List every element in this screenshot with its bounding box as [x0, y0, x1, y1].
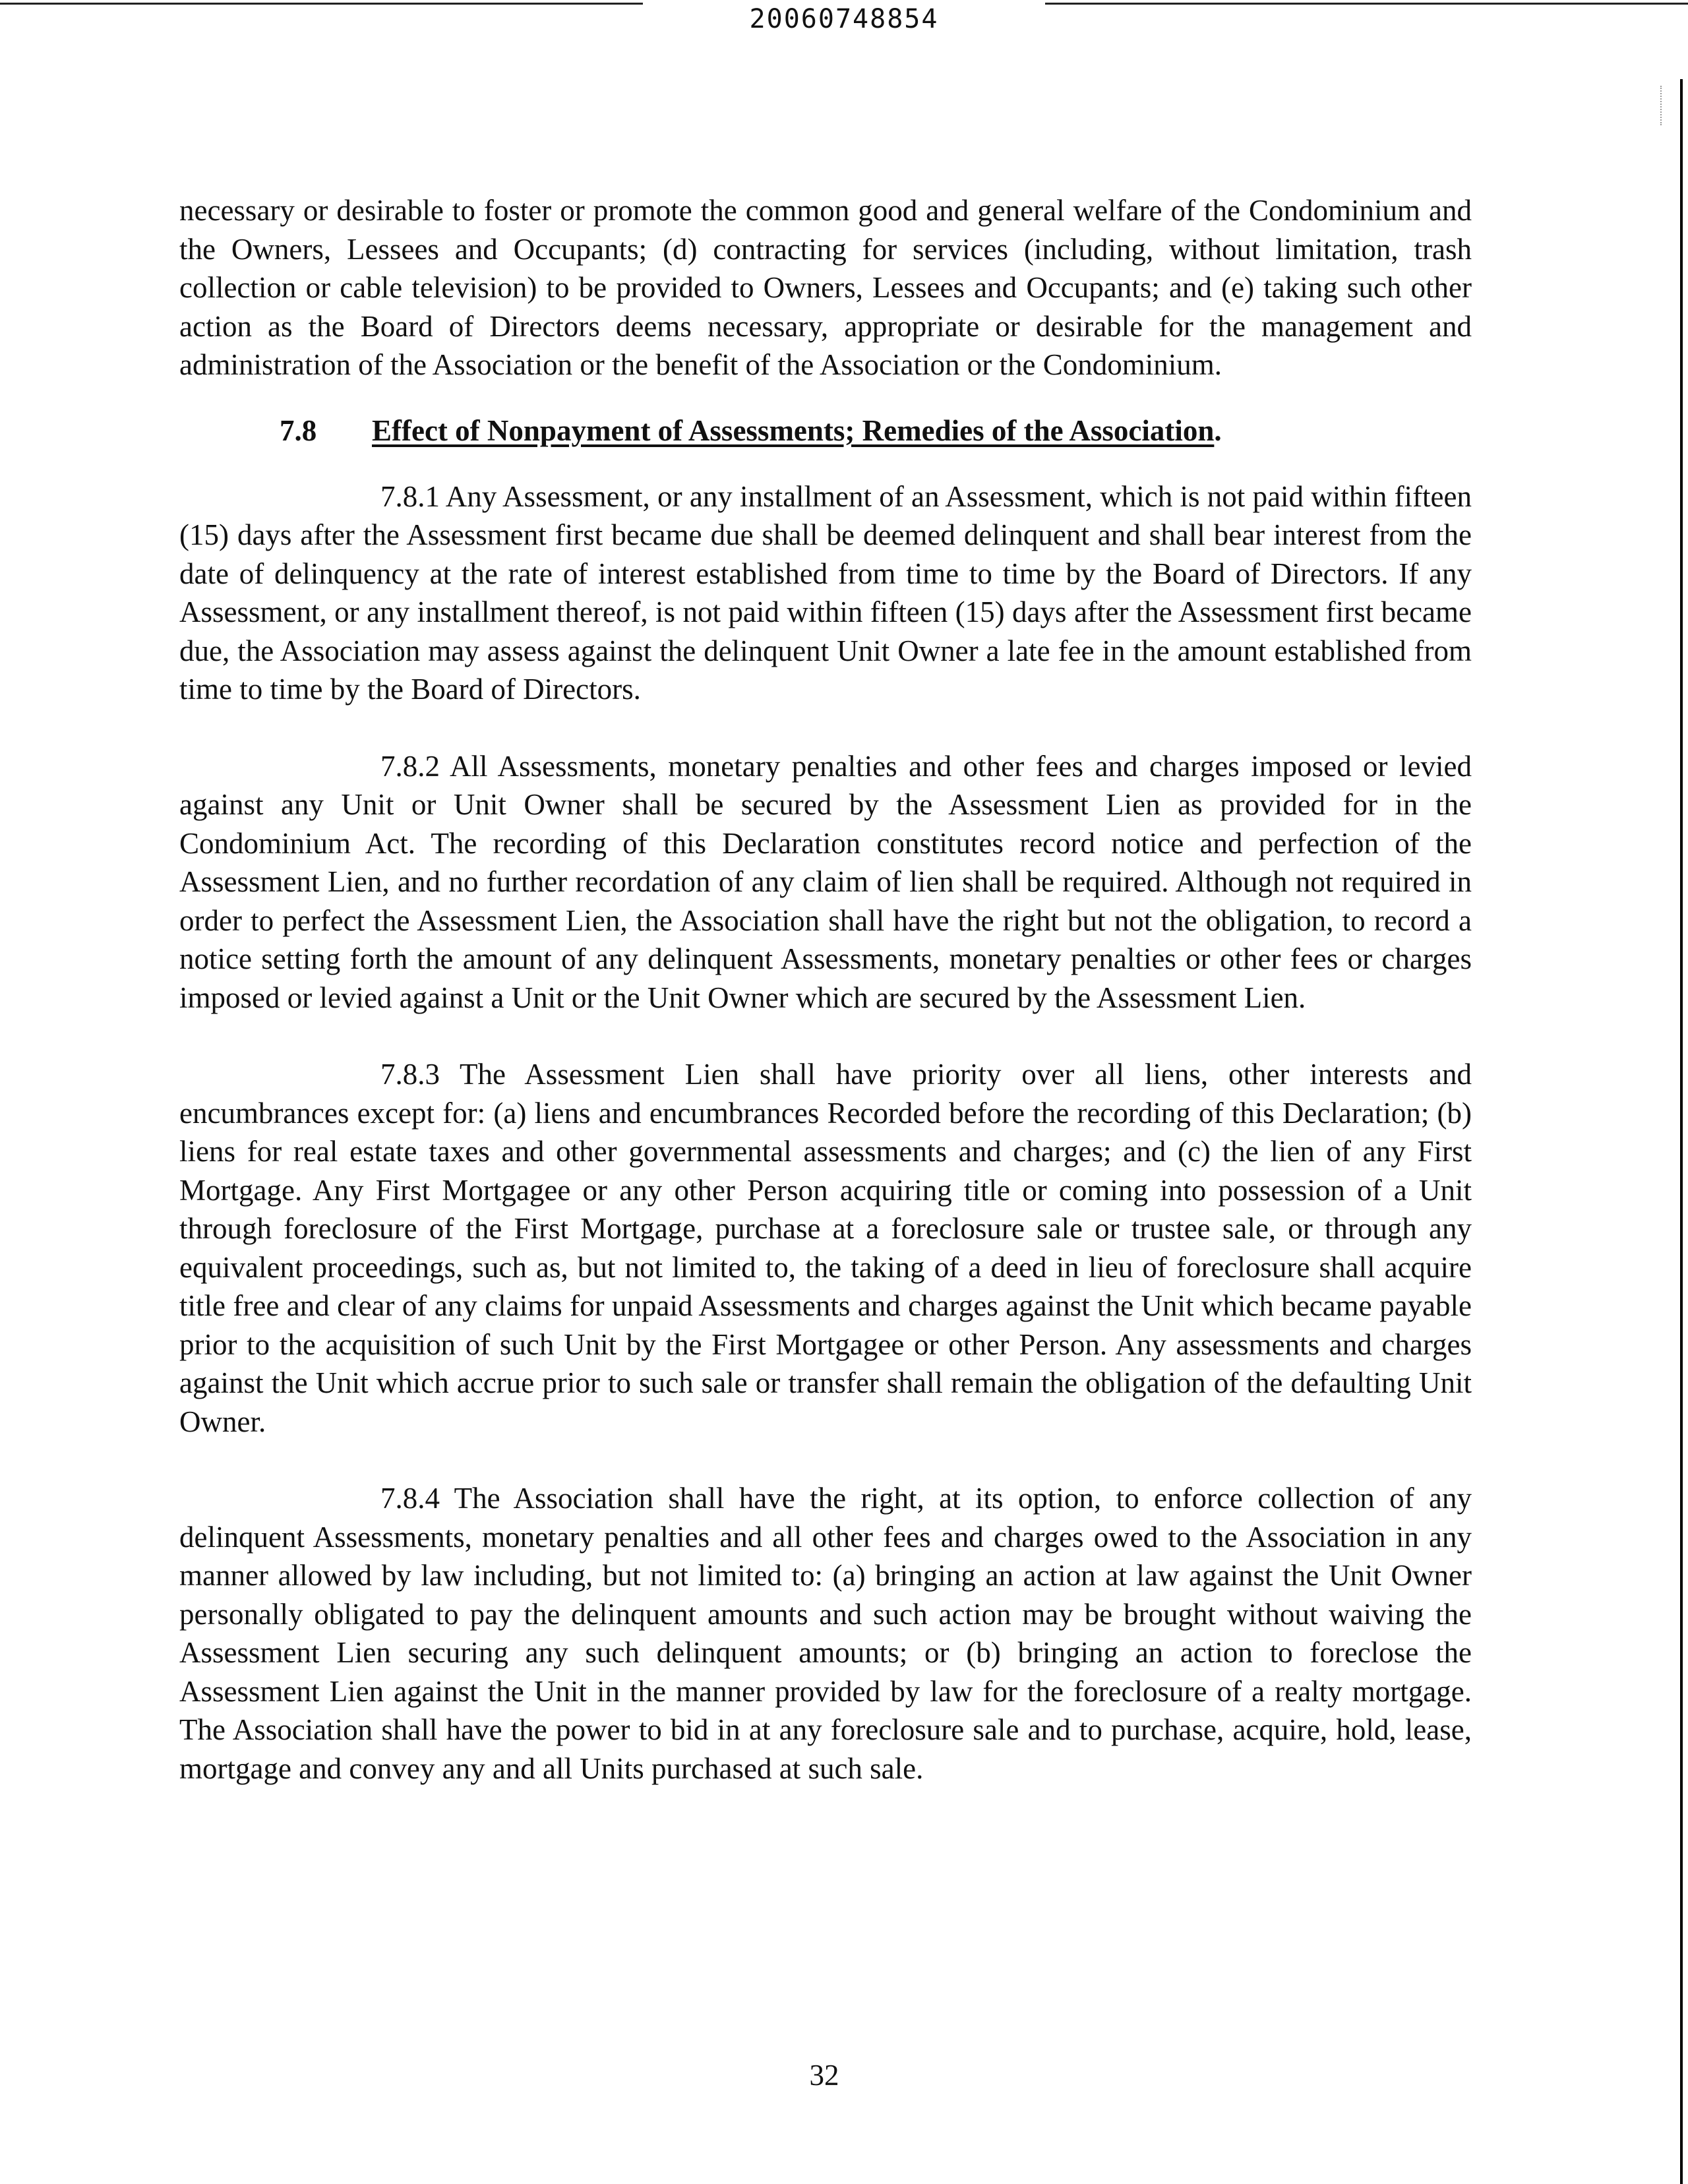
- section-title: Effect of Nonpayment of Assessments; Remedies of the Association: [372, 413, 1215, 447]
- intro-paragraph: necessary or desirable to foster or promote the common good and general welfare of the Condominium and the Owners, Lessees and Occupants; (d) contracting for services (including, without limitation, trash collection or cable television) to be provided to Owners, Lessees and Occupants; and (e) taking such other action as the Board of Directors deems necessary, appropriate or desirable for the management and administration of the Association or the benefit of the Association or the Condominium.: [179, 194, 1472, 381]
- header-rule-left: [0, 3, 643, 5]
- document-number: 20060748854: [749, 4, 939, 34]
- subsection-7-8-2: 7.8.2 All Assessments, monetary penalties and other fees and charges imposed or levied against any Unit or Unit Owner shall be secured by the Assessment Lien as provided for in the Condominium Act. The recording of this Declaration constitutes record notice and perfection of the Assessment Lien, and no further recordation of any claim of lien shall be required. Although not required in order to perfect the Assessment Lien, the Association shall have the right but not the obligation, to record a notice setting forth the amount of any delinquent Assessments, monetary penalties or other fees or charges imposed or levied against a Unit or the Unit Owner which are secured by the Assessment Lien.: [179, 749, 1472, 1014]
- subsection-7-8-4: 7.8.4 The Association shall have the right, at its option, to enforce collection of any delinquent Assessments, monetary penalties and all other fees and charges owed to the Association in any manner allowed by law including, but not limited to: (a) bringing an action at law against the Unit Owner personally obligated to pay the delinquent amounts and such action may be brought without waiving the Assessment Lien securing any such delinquent amounts; or (b) bringing an action to foreclose the Assessment Lien against the Unit in the manner provided by law for the foreclosure of a realty mortgage. The Association shall have the power to bid in at any foreclosure sale and to purchase, acquire, hold, lease, mortgage and convey any and all Units purchased at such sale.: [179, 1482, 1472, 1785]
- subsection-7-8-3: 7.8.3 The Assessment Lien shall have priority over all liens, other interests and encumbrances except for: (a) liens and encumbrances Recorded before the recording of this Declaration; (b) liens for real estate taxes and other governmental assessments and charges; and (c) the lien of any First Mortgage. Any First Mortgagee or any other Person acquiring title or coming into possession of a Unit through foreclosure of the First Mortgage, purchase at a foreclosure sale or trustee sale, or through any equivalent proceedings, such as, but not limited to, the taking of a deed in lieu of foreclosure shall acquire title free and clear of any claims for unpaid Assessments and charges against the Unit which became payable prior to the acquisition of such Unit by the First Mortgagee or other Person. Any assessments and charges against the Unit which accrue prior to such sale or transfer shall remain the obligation of the defaulting Unit Owner.: [179, 1058, 1472, 1438]
- section-heading: [179, 411, 1472, 477]
- scan-dots-right: [1660, 86, 1663, 125]
- page-number: 32: [809, 2059, 839, 2092]
- subsection-7-8-1: 7.8.1 Any Assessment, or any installment of an Assessment, which is not paid within fifteen (15) days after the Assessment first became due shall be deemed delinquent and shall bear interest from the date of delinquency at the rate of interest established from time to time by the Board of Directors. If any Assessment, or any installment thereof, is not paid within fifteen (15) days after the Assessment first became due, the Association may assess against the delinquent Unit Owner a late fee in the amount established from time to time by the Board of Directors.: [179, 479, 1472, 706]
- section-number: 7.8: [280, 413, 317, 447]
- section-title-period: .: [1214, 413, 1222, 447]
- scan-border-right: [1680, 79, 1683, 2184]
- page-body: [179, 191, 1472, 1788]
- header-rule-right: [1045, 3, 1688, 5]
